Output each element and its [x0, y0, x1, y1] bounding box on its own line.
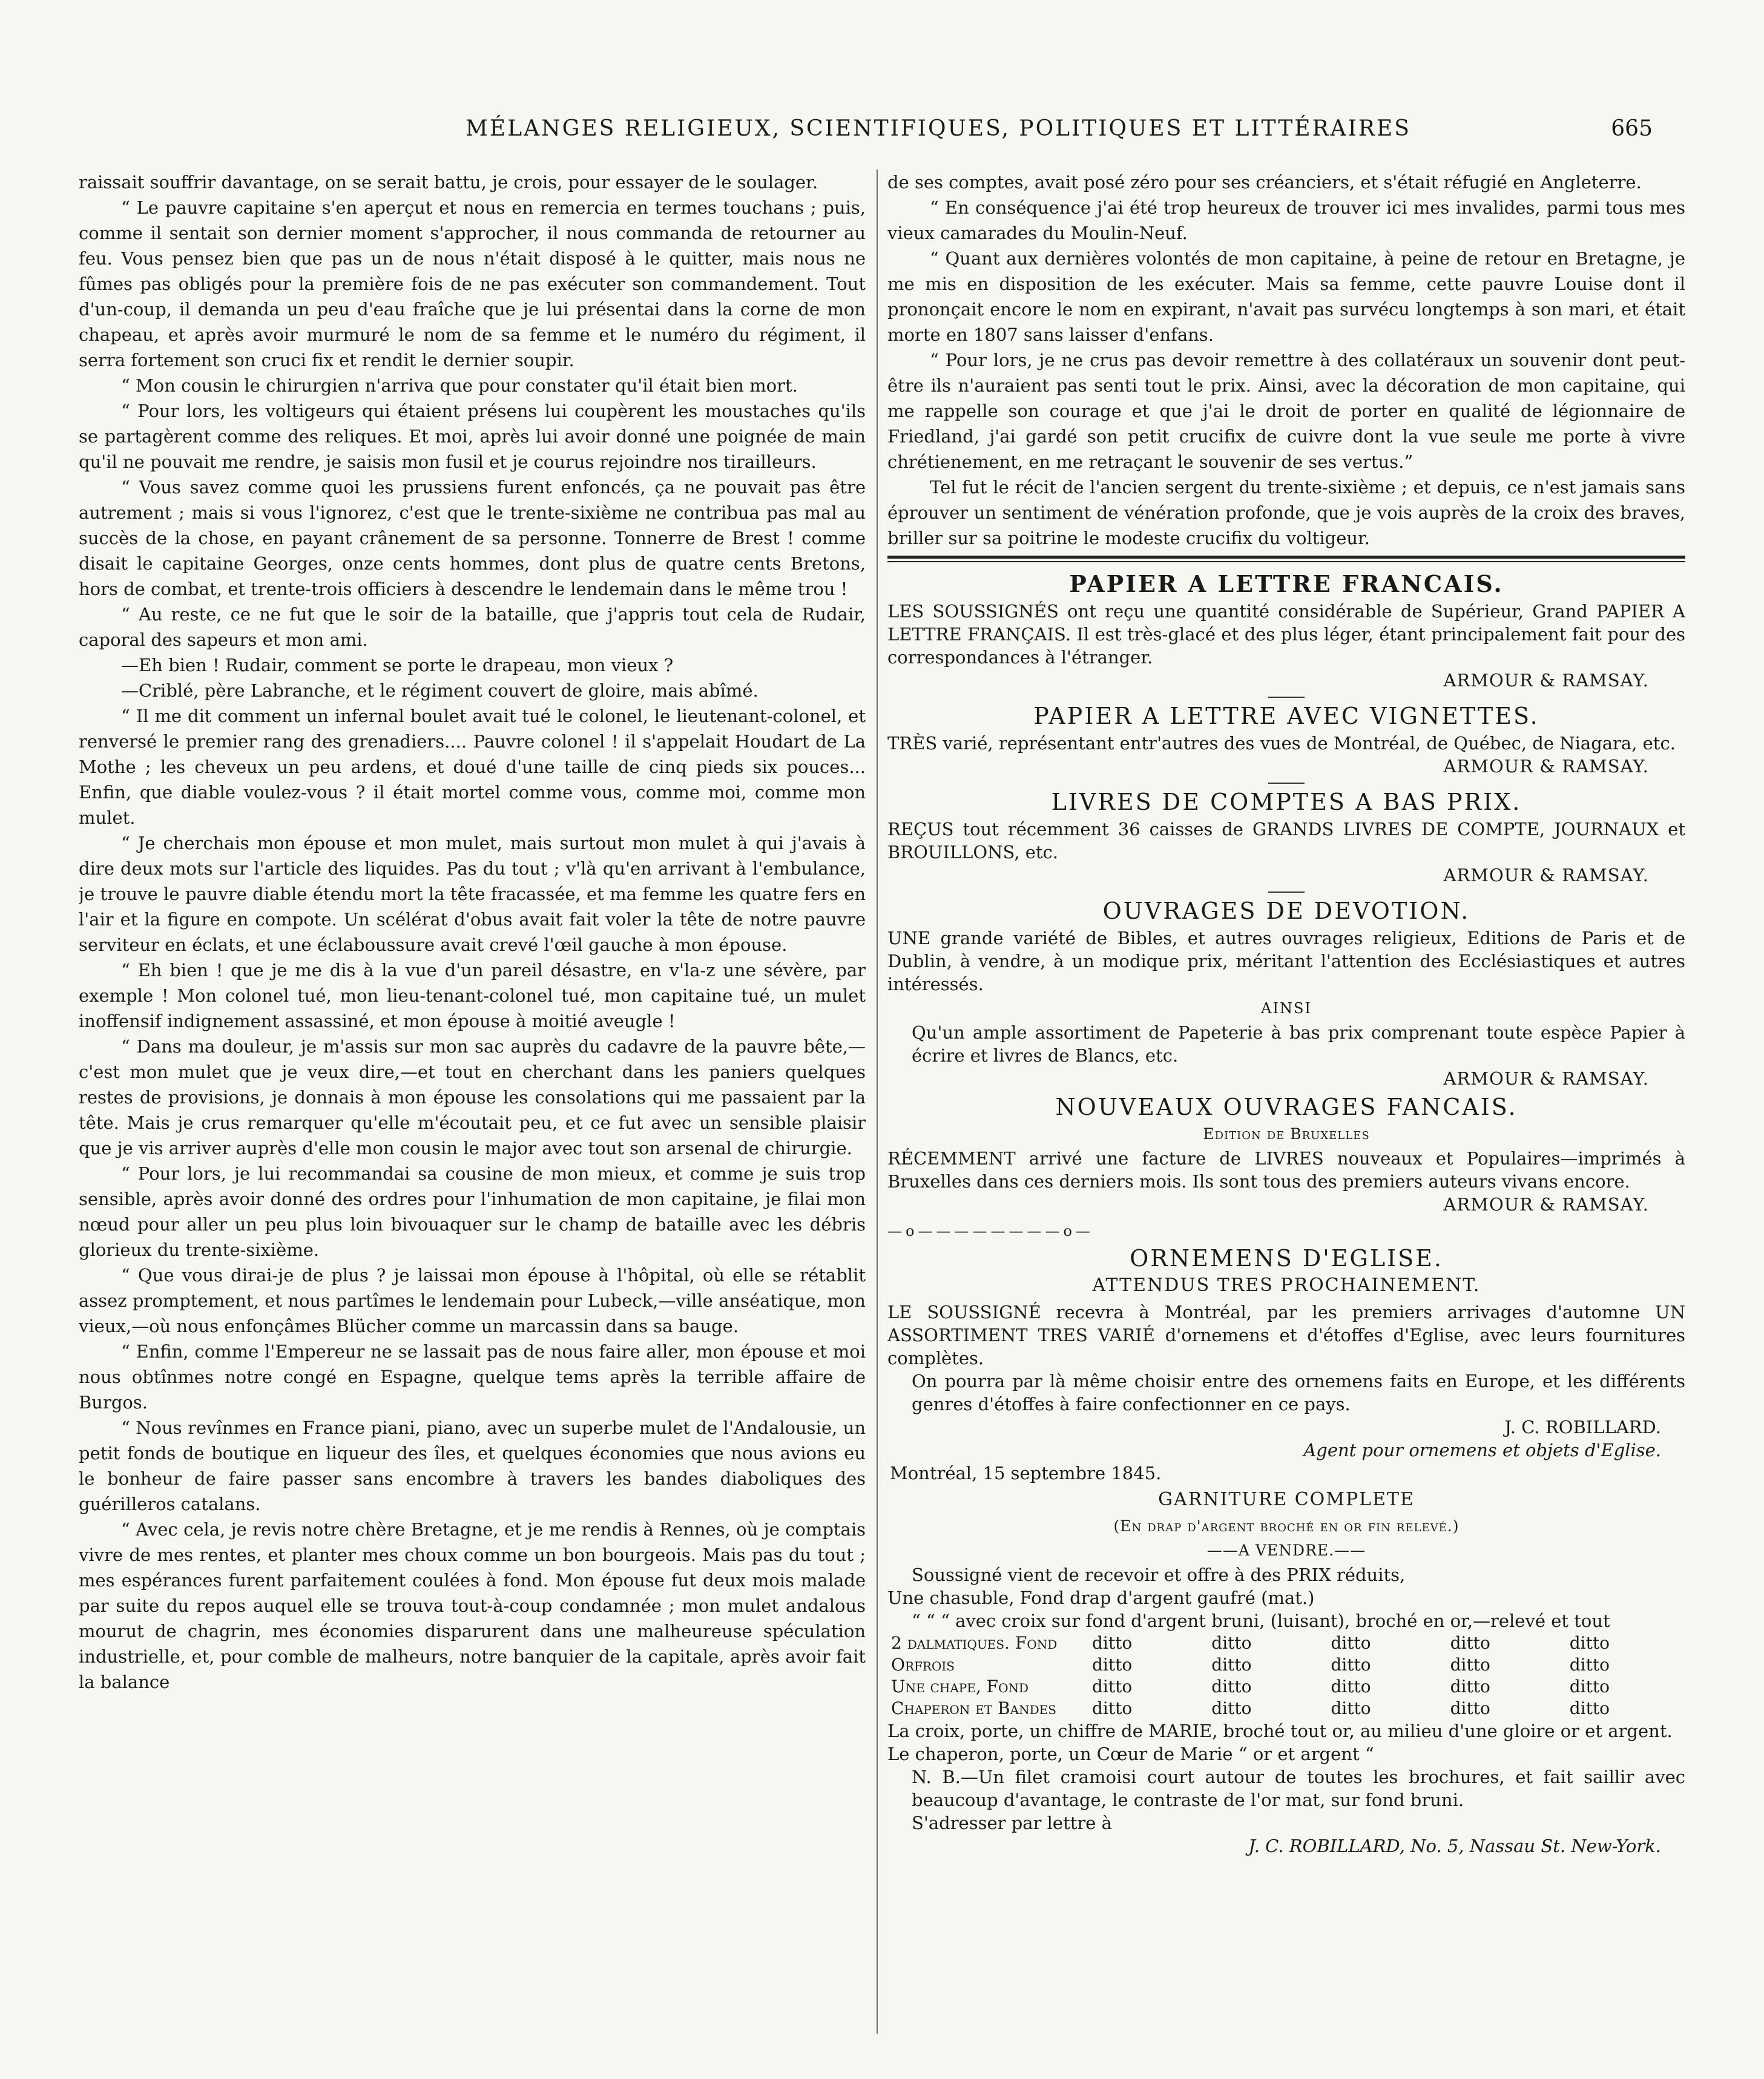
story-paragraph: “ Vous savez comme quoi les prussiens furent enfoncés, ça ne pouvait pas être autrement ; mais si vous l'ignorez, c'est que le trente-sixième ne contribua pas mal au succès de la chose, en payant crânement de sa personne. Tonnerre de Brest ! comme disait le capitaine Georges, onze cents hommes, dont plus de quatre cents Bretons, hors de combat, et trente-trois officiers à descendre le lendemain dans le même trou ! — [79, 477, 866, 599]
section-rule — [887, 556, 1685, 562]
table-cell: ditto — [1331, 1633, 1371, 1653]
table-cell: ditto — [1450, 1698, 1490, 1718]
ornament-divider: —o————————o— — [887, 1223, 1094, 1240]
ad-title: OUVRAGES DE DEVOTION. — [1102, 898, 1470, 924]
table-item-label: 2 dalmatiques. Fond — [891, 1633, 1058, 1653]
left-column — [79, 169, 866, 2034]
story-paragraph: Tel fut le récit de l'ancien sergent du trente-sixième ; et depuis, ce n'est jamais sans éprouver un sentiment de vénération profonde, que je vois auprès de la croix des braves, briller sur sa poitrine le modeste crucifix du voltigeur. — [887, 477, 1685, 548]
table-cell: ditto — [1092, 1655, 1133, 1675]
story-paragraph: “ Le pauvre capitaine s'en aperçut et nous en remercia en termes touchans ; puis, comme il sentait son dernier moment s'approcher, il nous commanda de retourner au feu. Vous pensez bien que pas un de nous n'était disposé à le quitter, mais nous ne fûmes pas obligés pour la première fois de ne pas exécuter son commandement. Tout d'un-coup, il demanda un peu d'eau fraîche que je lui présentai dans la corne de mon chapeau, et après avoir murmuré le nom de sa femme et le numéro du régiment, il serra fortement son cruci fix et rendit le dernier soupir. — [79, 197, 866, 370]
table-cell: ditto — [1092, 1698, 1133, 1718]
table-cell: ditto — [1331, 1698, 1371, 1718]
story-paragraph: “ Dans ma douleur, je m'assis sur mon sac auprès du cadavre de la pauvre bête,—c'est mon mulet que je veux dire,—et tout en cherchant dans les paniers quelques restes de provisions, je donnais à mon épouse les consolations qui me passaient par la tête. Mais je crus remarquer qu'elle m'écoutait peu, et ce fut avec un sensible plaisir que je vis arriver auprès d'elle mon cousin le major avec tout son arsenal de chirurgie. — [79, 1036, 866, 1158]
story-paragraph: “ Pour lors, les voltigeurs qui étaient présens lui coupèrent les moustaches qu'ils se partagèrent comme des reliques. Et moi, après lui avoir donné une poignée de main qu'il ne pouvait me rendre, je saisis mon fusil et je courus rejoindre nos tirailleurs. — [79, 401, 866, 472]
table-cell: ditto — [1211, 1698, 1252, 1718]
table-cell: ditto — [1569, 1698, 1610, 1718]
ad-signature: ARMOUR & RAMSAY. — [1443, 1194, 1649, 1215]
ad-chasuble-line: Une chasuble, Fond drap d'argent gaufré (mat.) — [887, 1588, 1315, 1608]
ad-subtitle: Edition de Bruxelles — [1203, 1125, 1370, 1143]
ad-separator — [1268, 783, 1305, 784]
ad-livres-comptes — [887, 789, 1685, 887]
ad-dateline: Montréal, 15 septembre 1845. — [890, 1463, 1162, 1483]
story-paragraph: “ En conséquence j'ai été trop heureux de trouver ici mes invalides, parmi tous mes vieux camarades du Moulin-Neuf. — [887, 197, 1685, 243]
story-paragraph: “ Avec cela, je revis notre chère Bretagne, et je me rendis à Rennes, où je comptais vivre de mes rentes, et planter mes choux comme un bon bourgeois. Mais pas du tout ; mes espérances furent parfaitement coulées à fond. Mon épouse fut deux mois malade par suite du repos auquel elle se trouva tout-à-coup condamnée ; mon mulet andalous mourut de chagrin, mes économies disparurent dans une malheureuse spéculation industrielle, et, pour comble de malheurs, notre banquier de la capitale, après avoir fait la balance — [79, 1519, 866, 1692]
ad-chaperon-line: Le chaperon, porte, un Cœur de Marie “ or et argent “ — [887, 1744, 1374, 1764]
ad-ouvrages-devotion — [887, 898, 1685, 1090]
ad-body: LE SOUSSIGNÉ recevra à Montréal, par les premiers arrivages d'automne UN ASSORTIMENT TRES VARIÉ d'ornemens et d'étoffes d'Eglise, avec leurs fournitures complètes. — [887, 1302, 1685, 1368]
table-cell: ditto — [1331, 1655, 1371, 1675]
ad-address-label: S'adresser par lettre à — [912, 1813, 1112, 1833]
ad-separator — [1268, 697, 1305, 698]
ad-nb-note: N. B.—Un filet cramoisi court autour de toutes les brochures, et fait saillir avec beaucoup d'avantage, le contraste de l'or mat, sur fond bruni. — [912, 1767, 1685, 1810]
ad-body: RÉCEMMENT arrivé une facture de LIVRES nouveaux et Populaires—imprimés à Bruxelles dans ces derniers mois. Ils sont tous des premiers auteurs vivans encore. — [887, 1148, 1685, 1192]
ad-subtitle-sale: ——A VENDRE.—— — [1206, 1542, 1366, 1559]
story-paragraph: “ Pour lors, je ne crus pas devoir remettre à des collatéraux un souvenir dont peut-être ils n'auraient pas senti tout le prix. Ainsi, avec la décoration de mon capitaine, qui me rappelle son courage et que j'ai le droit de porter en qualité de légionnaire de Friedland, j'ai gardé son petit crucifix de cuivre dont la vue seule me porte à vivre chrétienement, en me retraçant le souvenir de ses vertus.” — [887, 350, 1685, 472]
ad-body: LES SOUSSIGNÉS ont reçu une quantité considérable de Supérieur, Grand PAPIER A LETTRE FRANÇAIS. Il est très-glacé et des plus léger, étant principalement fait pour des correspondances à l'étranger. — [887, 601, 1685, 668]
story-paragraph: “ Je cherchais mon épouse et mon mulet, mais surtout mon mulet à qui j'avais à dire deux mots sur l'article des liquides. Pas du tout ; v'là qu'en arrivant à l'embulance, je trouve le pauvre diable étendu mort la tête fracassée, et ma femme les quatre fers en l'air et la figure en compote. Un scélérat d'obus avait fait voler la tête de notre pauvre serviteur en éclats, et une éclaboussure avait crevé l'œil gauche à mon épouse. — [79, 833, 866, 955]
story-paragraph: “ Au reste, ce ne fut que le soir de la bataille, que j'appris tout cela de Rudair, caporal des sapeurs et mon ami. — [79, 604, 866, 650]
table-row — [887, 1654, 1685, 1676]
table-cell: ditto — [1211, 1677, 1252, 1696]
table-cell: ditto — [1569, 1633, 1610, 1653]
ad-title: ORNEMENS D'EGLISE. — [1130, 1245, 1443, 1272]
ad-signature: ARMOUR & RAMSAY. — [1443, 865, 1649, 885]
ad-agent-line: Agent pour ornemens et objets d'Eglise. — [1303, 1440, 1661, 1460]
table-row — [887, 1698, 1685, 1719]
ad-also-body: Qu'un ample assortiment de Papeterie à bas prix comprenant toute espèce Papier à écrire et livres de Blancs, etc. — [912, 1022, 1685, 1066]
table-row — [887, 1676, 1685, 1698]
story-paragraph: “ Nous revînmes en France piani, piano, avec un superbe mulet de l'Andalousie, un petit fonds de boutique en liqueur des îles, et quelques économies que nous avions eu le bonheur de faire passer sans encombre à travers les bandes diaboliques des guérilleros catalans. — [79, 1417, 866, 1514]
ad-body: REÇUS tout récemment 36 caisses de GRANDS LIVRES DE COMPTE, JOURNAUX et BROUILLONS, etc. — [887, 819, 1685, 862]
table-cell: ditto — [1092, 1633, 1133, 1653]
ad-signature: ARMOUR & RAMSAY. — [1443, 670, 1649, 691]
page-title: MÉLANGES RELIGIEUX, SCIENTIFIQUES, POLITIQUES ET LITTÉRAIRES — [466, 116, 1411, 141]
ad-address: J. C. ROBILLARD, No. 5, Nassau St. New-York. — [1248, 1836, 1661, 1856]
right-column — [887, 169, 1685, 2034]
ad-subtitle: (En drap d'argent broché en or fin relevé.) — [1113, 1517, 1460, 1535]
table-row — [887, 1632, 1685, 1654]
ad-title: PAPIER A LETTRE FRANCAIS. — [1069, 570, 1504, 597]
ad-croix-line: La croix, porte, un chiffre de MARIE, broché tout or, au milieu d'une gloire or et argent. — [887, 1721, 1673, 1741]
table-cell: ditto — [1450, 1677, 1490, 1696]
table-cell: ditto — [1569, 1677, 1610, 1696]
ad-signature: J. C. ROBILLARD. — [1504, 1417, 1661, 1437]
table-cell: ditto — [1450, 1633, 1490, 1653]
ad-title: NOUVEAUX OUVRAGES FANCAIS. — [1055, 1094, 1518, 1120]
story-paragraph: —Criblé, père Labranche, et le régiment couvert de gloire, mais abîmé. — [121, 680, 759, 701]
ad-body: TRÈS varié, représentant entr'autres des vues de Montréal, de Québec, de Niagara, etc. — [887, 733, 1676, 754]
story-paragraph: “ Mon cousin le chirurgien n'arriva que pour constater qu'il était bien mort. — [121, 375, 798, 396]
table-cell: ditto — [1569, 1655, 1610, 1675]
story-paragraph: —Eh bien ! Rudair, comment se porte le drapeau, mon vieux ? — [121, 655, 674, 675]
ad-separator — [1268, 892, 1305, 893]
table-item-label: Une chape, Fond — [891, 1677, 1029, 1696]
table-item-label: Chaperon et Bandes — [891, 1698, 1056, 1718]
table-cell: ditto — [1092, 1677, 1133, 1696]
ad-title: PAPIER A LETTRE AVEC VIGNETTES. — [1033, 703, 1539, 729]
story-paragraph: “ Enfin, comme l'Empereur ne se lassait pas de nous faire aller, mon épouse et moi nous obtînmes notre congé en Espagne, quelque tems après la terrible affaire de Burgos. — [79, 1341, 866, 1413]
table-cell: ditto — [1450, 1655, 1490, 1675]
garniture-table — [887, 1632, 1685, 1719]
table-cell: ditto — [1211, 1655, 1252, 1675]
story-paragraph: “ Quant aux dernières volontés de mon capitaine, à peine de retour en Bretagne, je me mis en disposition de les exécuter. Mais sa femme, cette pauvre Louise dont il prononçait encore le nom en expirant, n'avait pas survécu longtemps à son mari, et était morte en 1807 sans laisser d'enfans. — [887, 248, 1685, 345]
ad-signature: ARMOUR & RAMSAY. — [1443, 756, 1649, 777]
story-paragraph: “ Eh bien ! que je me dis à la vue d'un pareil désastre, en v'la-z une sévère, par exemple ! Mon colonel tué, mon lieu-tenant-colonel tué, mon capitaine tué, un mulet inoffensif indignement assassiné, et mon épouse à moitié aveugle ! — [79, 960, 866, 1031]
ad-body-2: On pourra par là même choisir entre des ornemens faits en Europe, et les différents genres d'étoffes à faire confectionner en ce pays. — [912, 1371, 1685, 1414]
story-paragraph: “ Il me dit comment un infernal boulet avait tué le colonel, le lieutenant-colonel, et renversé le premier rang des grenadiers.... Pauvre colonel ! il s'appelait Houdart de La Mothe ; les cheveux un peu ardens, et doué d'une taille de cinq pieds six pouces... Enfin, que diable voulez-vous ? il était mortel comme vous, comme moi, comme mon mulet. — [79, 706, 866, 828]
table-cell: ditto — [1331, 1677, 1371, 1696]
ad-chasuble-line-2: “ “ “ avec croix sur fond d'argent bruni, (luisant), broché en or,—relevé et tout — [912, 1611, 1610, 1631]
story-paragraph: de ses comptes, avait posé zéro pour ses créanciers, et s'était réfugié en Angleterre. — [887, 172, 1642, 192]
ad-title: LIVRES DE COMPTES A BAS PRIX. — [1051, 789, 1522, 815]
ad-ornemens-eglise — [887, 1220, 1685, 1485]
ad-vignettes — [887, 703, 1685, 778]
table-item-label: Orfrois — [891, 1655, 955, 1675]
story-conclusion — [887, 169, 1685, 551]
ad-subtitle: ATTENDUS TRES PROCHAINEMENT. — [1092, 1275, 1481, 1296]
ad-body: UNE grande variété de Bibles, et autres ouvrages religieux, Editions de Paris et de Dublin, à vendre, à un modique prix, méritant l'attention des Ecclésiastiques et autres intéressés. — [887, 928, 1685, 994]
ad-signature: ARMOUR & RAMSAY. — [1443, 1068, 1649, 1089]
table-cell: ditto — [1211, 1633, 1252, 1653]
column-divider — [877, 169, 878, 2034]
story-paragraph: raissait souffrir davantage, on se serait battu, je crois, pour essayer de le soulager. — [79, 172, 818, 192]
story-paragraph: “ Pour lors, je lui recommandai sa cousine de mon mieux, et comme je suis trop sensible, après avoir donné des ordres pour l'inhumation de mon capitaine, je filai mon nœud pour aller un peu plus loin bivouaquer sur le champ de bataille avec les débris glorieux du trente-sixième. — [79, 1163, 866, 1260]
ad-papier-francais — [887, 571, 1685, 692]
ad-title: GARNITURE COMPLETE — [1158, 1489, 1415, 1510]
story-paragraph: “ Que vous dirai-je de plus ? je laissai mon épouse à l'hôpital, où elle se rétablit assez promptement, et nous partîmes le lendemain pour Lubeck,—ville anséatique, mon vieux,—où nous enfonçâmes Blücher comme un marcassin dans sa bauge. — [79, 1265, 866, 1336]
running-head — [79, 116, 1653, 153]
ad-also-label: AINSI — [1261, 1000, 1312, 1017]
ad-garniture-complete — [887, 1488, 1685, 1857]
ad-intro: Soussigné vient de recevoir et offre à des PRIX réduits, — [912, 1565, 1406, 1585]
page-number: 665 — [1611, 116, 1653, 141]
ad-nouveaux-ouvrages — [887, 1094, 1685, 1216]
